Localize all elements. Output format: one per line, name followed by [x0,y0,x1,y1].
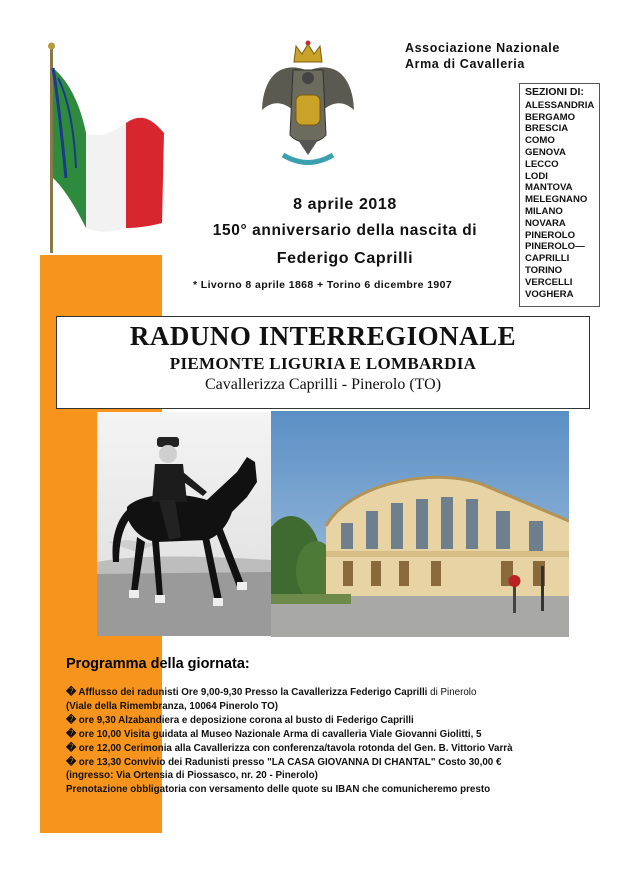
programma-line: Prenotazione obbligatoria con versamento delle quote su IBAN che comunicheremo presto [66,784,491,796]
programma-line: � ore 13,30 Convivio dei Radunisti presso "LA CASA GIOVANNA DI CHANTAL" Costo 30,00 € [66,756,502,768]
horseman-photo [97,412,271,636]
sezioni-title: SEZIONI DI: [525,86,584,98]
sezione-item: VOGHERA [525,288,574,300]
sezione-item: LECCO [525,158,559,170]
programma-line: � ore 12,00 Cerimonia alla Cavallerizza con conferenza/tavola rotonda del Gen. B. Vittorio Varrà [66,742,513,754]
programma-line: (ingresso: Via Ortensia di Piossasco, nr. 20 - Pinerolo) [66,770,318,782]
life-dates: * Livorno 8 aprile 1868 + Torino 6 dicembre 1907 [193,279,453,291]
sezione-item: MELEGNANO [525,194,588,206]
sezione-item: LODI [525,170,548,182]
sezione-item: ALESSANDRIA [525,99,595,111]
raduno-box [56,316,590,409]
sezione-item: PINEROLO [525,229,576,241]
raduno-venue: Cavallerizza Caprilli - Pinerolo (TO) [204,376,442,393]
sezione-item: CAPRILLI [525,253,570,265]
sezione-item: VERCELLI [525,276,573,288]
programma-list [66,686,606,797]
programma-line: � ore 10,00 Visita guidata al Museo Nazionale Arma di cavalleria Viale Giovanni Giolitti, 5 [66,728,482,740]
sezione-item: COMO [525,135,555,147]
sezione-item: TORINO [525,264,563,276]
sezione-item: MILANO [525,205,563,217]
sezioni-box [519,83,600,307]
programma-title: Programma della giornata: [66,656,250,672]
cavalry-crest-icon [258,40,358,180]
sezione-item: NOVARA [525,217,566,229]
association-name [405,40,605,72]
raduno-title: RADUNO INTERREGIONALE [129,321,517,351]
cavallerizza-building-photo [271,411,569,637]
programma-line: (Viale della Rimembranza, 10064 Pinerolo TO) [66,700,278,712]
raduno-regions: PIEMONTE LIGURIA E LOMBARDIA [169,354,477,373]
event-date: 8 aprile 2018 [293,196,397,213]
sezione-item: BRESCIA [525,123,569,135]
association-line-2: Arma di Cavalleria [405,57,525,71]
programma-line: � ore 9,30 Alzabandiera e deposizione corona al busto di Federigo Caprilli [66,714,414,726]
programma-line-text: � Afflusso dei radunisti Ore 9,00-9,30 Presso la Cavallerizza Federigo Caprilli [66,687,428,698]
honoree-name: Federigo Caprilli [276,250,414,267]
anniversary-line: 150° anniversario della nascita di [212,222,478,239]
sezione-item: PINEROLO— [525,241,585,253]
sezione-item: BERGAMO [525,111,576,123]
programma-line-suffix: di Pinerolo [427,687,477,698]
sezione-item: GENOVA [525,146,566,158]
event-heading [170,196,520,268]
sezione-item: MANTOVA [525,182,573,194]
programma-line [66,686,606,700]
italian-flag [46,38,166,253]
association-line-1: Associazione Nazionale [405,41,560,55]
